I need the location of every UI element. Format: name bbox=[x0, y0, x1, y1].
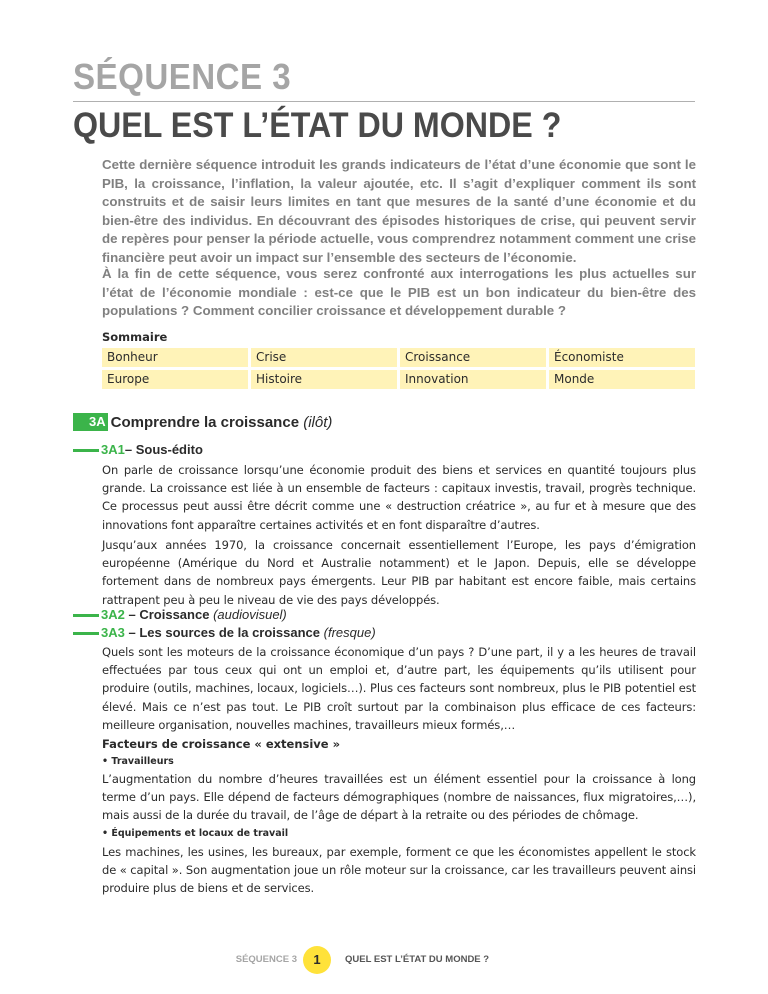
footer-title: QUEL EST L’ÉTAT DU MONDE ? bbox=[345, 954, 490, 965]
page-title: QUEL EST L’ÉTAT DU MONDE ? bbox=[73, 106, 562, 145]
intro-paragraph-2: À la fin de cette séquence, vous serez confronté aux interrogations les plus actuelles sur l’état de l’économie mondiale : est-ce que le PIB est un bon indicateur du bien-être des populations ? Comment concilier croissance et développement durable ? bbox=[102, 266, 696, 318]
subsection-separator: – bbox=[124, 442, 133, 457]
page-footer bbox=[0, 946, 768, 976]
subsection-type: (audiovisuel) bbox=[213, 607, 287, 622]
footer-sequence-label: SÉQUENCE 3 bbox=[235, 954, 297, 965]
body-paragraph-1: On parle de croissance lorsqu’une économie produit des biens et services en quantité toujours plus grande. La croissance est liée à un ensemble de facteurs : capitaux investis, travail, progrès technique. Ce processus peut aussi être décrit comme une « destruction créatrice », au fur et à mesure que des innovations font apparaître certaines activités et en font disparaître d’autres. bbox=[102, 463, 696, 532]
section-title bbox=[111, 414, 333, 431]
subsection-code: 3A1 bbox=[101, 442, 125, 457]
subsection-heading-3a1 bbox=[73, 442, 203, 458]
bullet-travailleurs: • Travailleurs bbox=[102, 756, 174, 767]
subsection-code: 3A3 bbox=[101, 625, 125, 640]
header-rule bbox=[73, 101, 695, 102]
facteurs-heading: Facteurs de croissance « extensive » bbox=[102, 737, 341, 751]
sommaire-item[interactable]: Innovation bbox=[400, 370, 546, 389]
sommaire-item[interactable]: Monde bbox=[549, 370, 695, 389]
sommaire-item[interactable]: Crise bbox=[251, 348, 397, 367]
sommaire-item[interactable]: Économiste bbox=[549, 348, 695, 367]
subsection-type: (fresque) bbox=[323, 625, 376, 640]
section-title-text: Comprendre la croissance bbox=[110, 413, 300, 431]
body-paragraph-4: L’augmentation du nombre d’heures travaillées est un élément essentiel pour la croissance à long terme d’un pays. Elle dépend de facteurs démographiques (nombre de naissances, flux migratoires,…), mais aussi de la durée du travail, de l’âge de départ à la retraite ou des périodes de chômage. bbox=[102, 772, 696, 823]
subsection-title: Les sources de la croissance bbox=[139, 625, 320, 640]
green-bar bbox=[73, 632, 99, 635]
sommaire-item[interactable]: Histoire bbox=[251, 370, 397, 389]
subsection-separator: – bbox=[128, 625, 136, 640]
subsection-title: Sous-édito bbox=[135, 442, 203, 457]
sommaire-item[interactable]: Europe bbox=[102, 370, 248, 389]
subsection-separator: – bbox=[128, 607, 136, 622]
section-code-badge: 3A bbox=[73, 413, 108, 431]
bullet-equipements: • Équipements et locaux de travail bbox=[102, 828, 289, 839]
sommaire-item[interactable]: Croissance bbox=[400, 348, 546, 367]
sequence-label: SÉQUENCE 3 bbox=[73, 56, 292, 97]
intro-paragraph-1: Cette dernière séquence introduit les grands indicateurs de l’état d’une économie que sont le PIB, la croissance, l’inflation, la valeur ajoutée, etc. Il s’agit d’expliquer comment ils sont construits et de saisir leurs limites en tant que mesures de la santé d’une économie et du bien-être des individus. En découvrant des épisodes historiques de crise, qui peuvent servir de repères pour penser la période actuelle, vous comprendrez notamment comment une crise financière peut avoir un impact sur l’ensemble des secteurs de l’économie. bbox=[102, 157, 696, 265]
section-type: (ilôt) bbox=[303, 413, 333, 431]
sommaire-label: Sommaire bbox=[102, 330, 168, 344]
sommaire-table bbox=[102, 348, 695, 389]
body-paragraph-3: Quels sont les moteurs de la croissance économique d’un pays ? D’une part, il y a les heures de travail effectuées par tous ceux qui ont un emploi et, d’autre part, les équipements qu’ils utilisent pour produire (outils, machines, locaux, logiciels…). Plus ces facteurs sont nombreux, plus le PIB potentiel est élevé. Mais ce n’est pas tout. Le PIB croît surtout par la combinaison plus efficace de ces facteurs: meilleure organisation, nouvelles machines, travailleurs mieux formés,… bbox=[102, 645, 696, 732]
sommaire-item[interactable]: Bonheur bbox=[102, 348, 248, 367]
subsection-heading-3a3 bbox=[73, 625, 376, 641]
green-bar bbox=[73, 614, 99, 617]
body-paragraph-5: Les machines, les usines, les bureaux, par exemple, forment ce que les économistes appellent le stock de « capital ». Son augmentation joue un rôle moteur sur la croissance, car les travailleurs peuvent ainsi produire plus de biens et de services. bbox=[102, 845, 696, 896]
subsection-code: 3A2 bbox=[101, 607, 125, 622]
section-heading bbox=[73, 413, 332, 431]
subsection-title: Croissance bbox=[139, 607, 210, 622]
green-bar bbox=[73, 449, 99, 452]
body-paragraph-2: Jusqu’aux années 1970, la croissance concernait essentiellement l’Europe, les pays d’émigration européenne (Amérique du Nord et Australie notamment) et le Japon. Depuis, elle se développe fortement dans de nombreux pays émergents. Leur PIB par habitant est encore faible, mais certains rattrapent peu à peu le niveau de vie des pays développés. bbox=[102, 538, 696, 607]
subsection-heading-3a2 bbox=[73, 607, 287, 623]
page-number-badge: 1 bbox=[303, 946, 331, 974]
